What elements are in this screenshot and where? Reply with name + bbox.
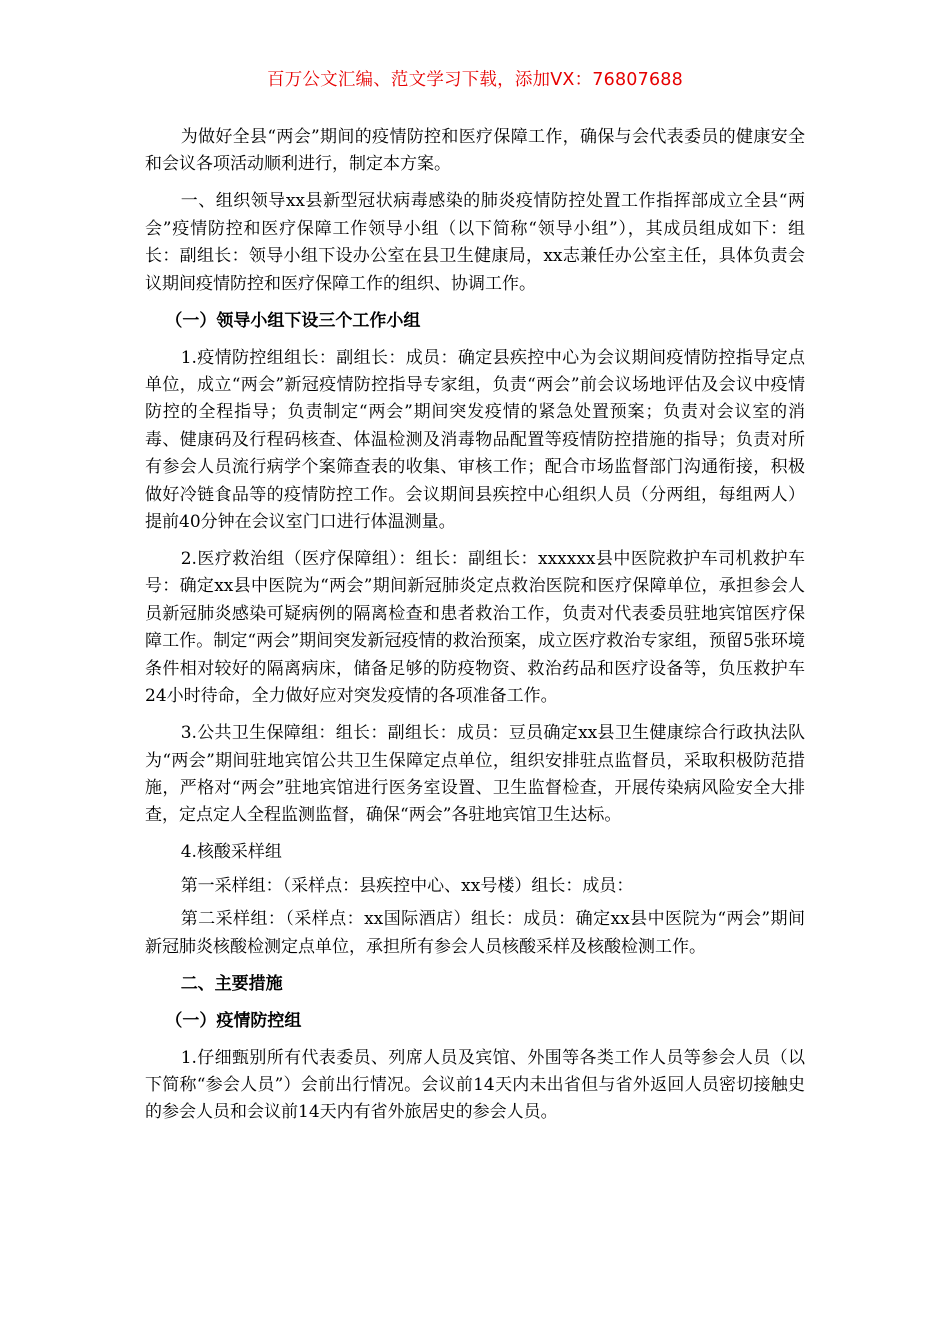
paragraph-screening-attendees: 1.仔细甄别所有代表委员、列席人员及宾馆、外围等各类工作人员等参会人员（以下简称“参会人员”）会前出行情况。会议前14天内未出省但与省外返回人员密切接触史的参会人员和会议前14天内有省外旅居史的参会人员。	[145, 1047, 805, 1123]
subheading-working-groups: （一）领导小组下设三个工作小组	[165, 310, 421, 331]
subheading-epidemic-control: （一）疫情防控组	[165, 1010, 302, 1031]
paragraph-medical-treatment-group: 2.医疗救治组（医疗保障组）：组长：副组长：xxxxxx县中医院救护车司机救护车号：确定xx县中医院为“两会”期间新冠肺炎定点救治医院和医疗保障单位，承担参会人员新冠肺炎感染可疑病例的隔离检查和患者救治工作，负责对代表委员驻地宾馆医疗保障工作。制定“两会”期间突发新冠疫情的救治预案，成立医疗救治专家组，预留5张环境条件相对较好的隔离病床，储备足够的防疫物资、救治药品和医疗设备等，负压救护车24小时待命，全力做好应对突发疫情的各项准备工作。	[145, 549, 805, 707]
paragraph-nucleic-sampling-group: 4.核酸采样组	[180, 842, 282, 863]
document-body	[145, 124, 805, 1136]
heading-main-measures: 二、主要措施	[180, 973, 283, 994]
paragraph-public-health-group: 3.公共卫生保障组：组长：副组长：成员：豆员确定xx县卫生健康综合行政执法队为“两会”期间驻地宾馆公共卫生保障定点单位，组织安排驻点监督员，采取积极防范措施，严格对“两会”驻地宾馆进行医务室设置、卫生监督检查，开展传染病风险安全大排查，定点定人全程监测监督，确保“两会”各驻地宾馆卫生达标。	[145, 723, 805, 826]
paragraph-second-sampling-team: 第二采样组：（采样点：xx国际酒店）组长：成员：确定xx县中医院为“两会”期间新冠肺炎核酸检测定点单位，承担所有参会人员核酸采样及核酸检测工作。	[145, 909, 805, 957]
paragraph-first-sampling-team: 第一采样组：（采样点：县疾控中心、xx号楼）组长：成员：	[180, 875, 634, 896]
section-organization-paragraph: 一、组织领导xx县新型冠状病毒感染的肺炎疫情防控处置工作指挥部成立全县“两会”疫情防控和医疗保障工作领导小组（以下简称“领导小组”），其成员组成如下：组长：副组长：领导小组下设办公室在县卫生健康局，xx志兼任办公室主任，具体负责会议期间疫情防控和医疗保障工作的组织、协调工作。	[145, 191, 805, 294]
intro-paragraph: 为做好全县“两会”期间的疫情防控和医疗保障工作，确保与会代表委员的健康安全和会议各项活动顺利进行，制定本方案。	[145, 127, 805, 175]
watermark-banner: 百万公文汇编、范文学习下载，添加VX：76807688	[267, 70, 683, 90]
paragraph-epidemic-control-group: 1.疫情防控组组长：副组长：成员：确定县疾控中心为会议期间疫情防控指导定点单位，成立“两会”新冠疫情防控指导专家组，负责“两会”前会议场地评估及会议中疫情防控的全程指导；负责制定“两会”期间突发疫情的紧急处置预案；负责对会议室的消毒、健康码及行程码核查、体温检测及消毒物品配置等疫情防控措施的指导；负责对所有参会人员流行病学个案筛查表的收集、审核工作；配合市场监督部门沟通衔接，积极做好冷链食品等的疫情防控工作。会议期间县疾控中心组织人员（分两组，每组两人）提前40分钟在会议室门口进行体温测量。	[145, 347, 805, 533]
